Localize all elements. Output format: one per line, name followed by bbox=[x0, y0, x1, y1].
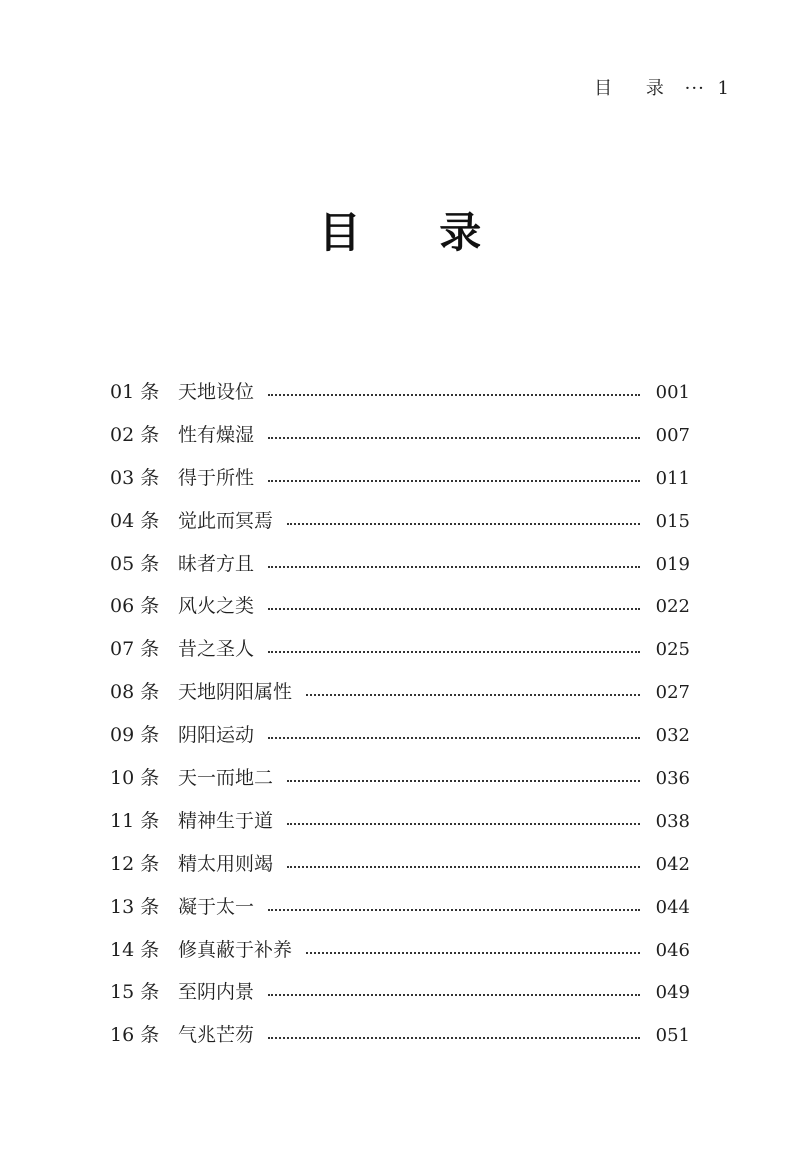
dot-leader bbox=[268, 566, 640, 568]
toc-entry-number: 11 条 bbox=[110, 809, 160, 832]
toc-entry[interactable] bbox=[110, 459, 690, 502]
toc-entry-page: 001 bbox=[655, 382, 690, 403]
dot-leader bbox=[268, 608, 640, 610]
dot-leader bbox=[268, 651, 640, 653]
toc-entry-title: 精太用则竭 bbox=[178, 852, 274, 875]
toc-entry-title: 风火之类 bbox=[178, 595, 255, 618]
dot-leader bbox=[287, 523, 640, 525]
toc-entry-title: 精神生于道 bbox=[178, 809, 274, 832]
toc-entry[interactable] bbox=[110, 416, 690, 459]
toc-entry-page: 051 bbox=[655, 1025, 690, 1047]
toc-entry-page: 025 bbox=[655, 639, 690, 661]
toc-entry-number: 08 条 bbox=[110, 681, 160, 704]
toc-entry-title: 至阴内景 bbox=[178, 981, 255, 1004]
dot-leader bbox=[268, 480, 640, 482]
table-of-contents bbox=[110, 373, 690, 1059]
running-head-dots: ··· bbox=[684, 78, 705, 99]
toc-entry-page: 027 bbox=[655, 682, 690, 704]
toc-entry[interactable] bbox=[110, 587, 690, 630]
toc-entry-title: 气兆芒芴 bbox=[178, 1024, 255, 1047]
toc-entry-title: 修真蔽于补养 bbox=[178, 938, 293, 961]
toc-entry[interactable] bbox=[110, 673, 690, 716]
toc-entry-page: 019 bbox=[655, 553, 690, 575]
toc-entry[interactable] bbox=[110, 502, 690, 545]
toc-entry-page: 049 bbox=[655, 982, 690, 1004]
dot-leader bbox=[268, 394, 640, 396]
toc-entry-title: 觉此而冥焉 bbox=[178, 509, 274, 532]
toc-entry-number: 03 条 bbox=[110, 466, 160, 489]
toc-entry[interactable] bbox=[110, 973, 690, 1016]
dot-leader bbox=[268, 437, 640, 439]
toc-entry-page: 036 bbox=[655, 768, 690, 790]
toc-entry-number: 14 条 bbox=[110, 938, 160, 961]
toc-entry-number: 07 条 bbox=[110, 638, 160, 661]
toc-entry-title: 天一而地二 bbox=[178, 767, 274, 790]
running-head bbox=[594, 74, 730, 100]
toc-entry-title: 凝于太一 bbox=[178, 895, 255, 918]
dot-leader bbox=[287, 866, 640, 868]
toc-entry-number: 16 条 bbox=[110, 1024, 160, 1047]
page-number: 1 bbox=[717, 78, 730, 99]
toc-entry-title: 性有燥湿 bbox=[178, 423, 255, 446]
toc-entry-number: 01 条 bbox=[110, 381, 160, 403]
toc-entry[interactable] bbox=[110, 373, 690, 416]
toc-entry-page: 007 bbox=[655, 424, 690, 446]
toc-entry-number: 12 条 bbox=[110, 852, 160, 875]
running-head-title: 目 录 bbox=[594, 78, 678, 99]
toc-entry-page: 042 bbox=[655, 853, 690, 875]
toc-entry-number: 10 条 bbox=[110, 767, 160, 790]
toc-entry-title: 昔之圣人 bbox=[178, 638, 255, 661]
toc-entry[interactable] bbox=[110, 802, 690, 845]
toc-entry-title: 昧者方且 bbox=[178, 552, 255, 575]
toc-entry-number: 02 条 bbox=[110, 423, 160, 446]
toc-entry-page: 038 bbox=[655, 810, 690, 832]
dot-leader bbox=[268, 909, 640, 911]
dot-leader bbox=[268, 737, 640, 739]
toc-entry-page: 011 bbox=[655, 467, 690, 489]
toc-entry[interactable] bbox=[110, 630, 690, 673]
toc-entry-page: 032 bbox=[655, 725, 690, 747]
toc-entry-page: 015 bbox=[655, 510, 690, 532]
toc-entry[interactable] bbox=[110, 1016, 690, 1059]
toc-entry[interactable] bbox=[110, 845, 690, 888]
toc-entry-number: 13 条 bbox=[110, 895, 160, 918]
toc-entry-number: 09 条 bbox=[110, 724, 160, 747]
dot-leader bbox=[287, 823, 640, 825]
toc-entry-title: 得于所性 bbox=[178, 466, 255, 489]
toc-entry-title: 阴阳运动 bbox=[178, 724, 255, 747]
toc-entry[interactable] bbox=[110, 888, 690, 931]
dot-leader bbox=[268, 1037, 640, 1039]
dot-leader bbox=[306, 952, 640, 954]
toc-entry-title: 天地阴阳属性 bbox=[178, 681, 293, 704]
dot-leader bbox=[287, 780, 640, 782]
toc-entry[interactable] bbox=[110, 759, 690, 802]
toc-entry-page: 046 bbox=[655, 939, 690, 961]
dot-leader bbox=[268, 994, 640, 996]
toc-entry[interactable] bbox=[110, 716, 690, 759]
toc-entry-number: 06 条 bbox=[110, 595, 160, 618]
page-title: 目 录 bbox=[318, 208, 514, 257]
toc-entry-number: 05 条 bbox=[110, 552, 160, 575]
dot-leader bbox=[306, 694, 640, 696]
toc-entry-page: 044 bbox=[655, 896, 690, 918]
toc-entry[interactable] bbox=[110, 545, 690, 588]
toc-entry-page: 022 bbox=[655, 596, 690, 618]
toc-entry-number: 15 条 bbox=[110, 981, 160, 1004]
toc-entry-title: 天地设位 bbox=[178, 381, 255, 403]
toc-entry-number: 04 条 bbox=[110, 509, 160, 532]
toc-entry[interactable] bbox=[110, 931, 690, 974]
